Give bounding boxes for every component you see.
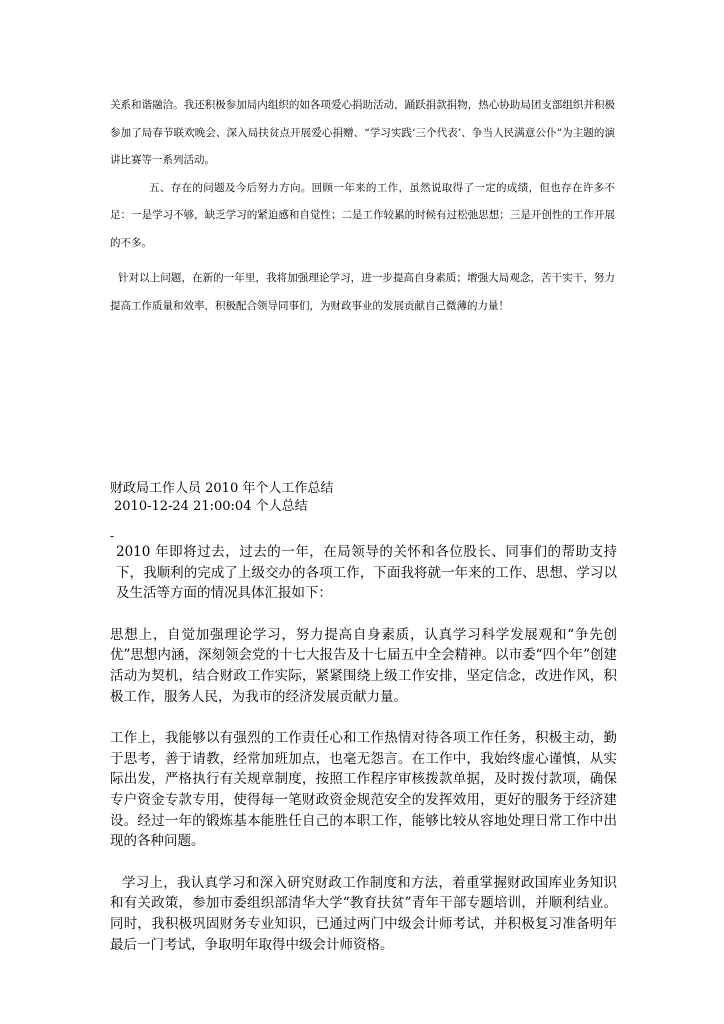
previous-article-tail — [110, 92, 615, 320]
paragraph-plans: 针对以上问题，在新的一年里，我将加强理论学习，进一步提高自身素质；增强大局观念，苦干实干，努力提高工作质量和效率，积极配合领导同事们，为财政事业的发展贡献自己微薄的力量！ — [110, 272, 615, 312]
paragraph-thought: 思想上，自觉加强理论学习，努力提高自身素质，认真学习科学发展观和“争先创优”思想内涵，深刻领会党的十七大报告及十七届五中全会精神。以市委“四个年”创建活动为契机，结合财政工作实际，紧紧围绕上级工作安排，坚定信念，改进作风，积极工作，服务人民，为我市的经济发展贡献力量。 — [110, 626, 617, 705]
separator-dash: - — [110, 529, 115, 543]
paragraph-study: 学习上，我认真学习和深入研究财政工作制度和方法，着重掌握财政国库业务知识和有关政策，参加市委组织部清华大学“教育扶贫”青年干部专题培训，并顺利结业。同时，我积极巩固财务专业知识，已通过两门中级会计师考试，并积极复习准备明年最后一门考试，争取明年取得中级会计师资格。 — [110, 874, 617, 953]
paragraph-work: 工作上，我能够以有强烈的工作责任心和工作热情对待各项工作任务，积极主动，勤于思考，善于请教，经常加班加点，也毫无怨言。在工作中，我始终虚心谨慎，从实际出发，严格执行有关规章制度，按照工作程序审核拨款单据，及时拨付款项，确保专户资金专款专用，使得每一笔财政资金规范安全的发挥效用，更好的服务于经济建设。经过一年的锻炼基本能胜任自己的本职工作，能够比较从容地处理日常工作中出现的各种问题。 — [110, 730, 617, 850]
article-date: 2010-12-24 21:00:04 个人总结 — [114, 499, 308, 514]
paragraph-activities: 关系和谐融洽。我还积极参加局内组织的如各项爱心捐助活动，踊跃捐款捐物，热心协助局团支部组织并积极参加了局春节联欢晚会、深入局扶贫点开展爱心捐赠、“学习实践‘三个代表’、争当人民满意公仆”为主题的演讲比赛等一系列活动。 — [110, 99, 615, 166]
article — [110, 480, 617, 955]
article-title: 财政局工作人员 2010 年个人工作总结 — [110, 481, 334, 496]
paragraph-problems: 五、存在的问题及今后努力方向。回顾一年来的工作，虽然说取得了一定的成绩，但也存在许多不足：一是学习不够，缺乏学习的紧迫感和自觉性；二是工作较累的时候有过松弛思想；三是开创性的工作开展的不多。 — [110, 181, 615, 249]
paragraph-intro: 2010 年即将过去，过去的一年，在局领导的关怀和各位股长、同事们的帮助支持下，我顺利的完成了上级交办的各项工作，下面我将就一年来的工作、思想、学习以及生活等方面的情况具体汇报如下： — [116, 544, 617, 602]
